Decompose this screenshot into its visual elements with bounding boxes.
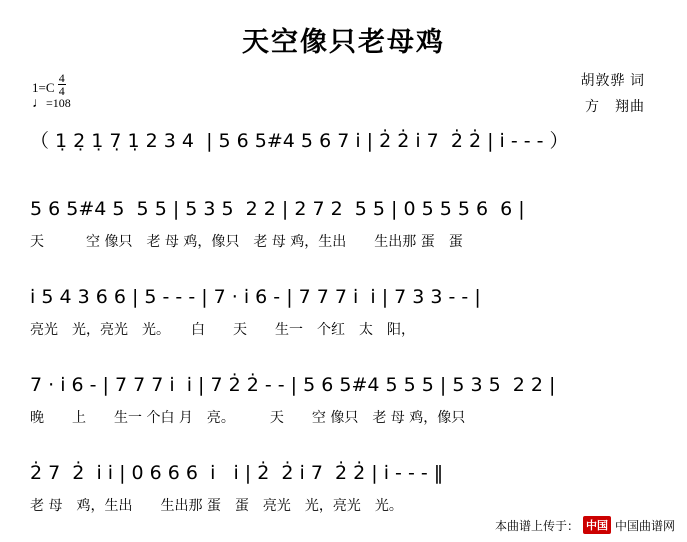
lyrics-row: 晚 上 生一 个白 月 亮。 天 空 像只 老 母 鸡，像只 (30, 410, 466, 426)
page-title: 天空像只老母鸡 (242, 27, 445, 58)
music-line-2 (30, 196, 660, 252)
quarter-note-icon: ♩ (32, 96, 46, 111)
notation-row: i̇ 5 4 3 6 6 | 5 - - - | 7 · i̇ 6 - | 7 7 7 i̇ i̇ | 7 3 3 - - | (30, 286, 481, 308)
music-line-1 (30, 128, 660, 164)
tempo-value: =108 (46, 96, 71, 110)
time-denominator: 4 (58, 84, 65, 98)
notation-row: 5 6 5#4 5 5 5 | 5 3 5 2 2 | 2 7 2 5 5 | 0 5 5 5 6 6 | (30, 198, 525, 220)
composer-credit: 方 翔曲 (585, 100, 645, 115)
lyricist-credit: 胡敦骅 词 (580, 74, 645, 89)
tempo-marking (32, 96, 71, 112)
time-signature (58, 72, 66, 97)
site-name[interactable]: 中国曲谱网 (614, 518, 675, 533)
music-line-4 (30, 372, 660, 428)
site-logo-icon: 中国 (583, 516, 611, 534)
music-line-3 (30, 284, 660, 340)
music-line-5 (30, 460, 660, 516)
time-numerator: 4 (58, 71, 65, 85)
lyrics-row: 老 母 鸡，生出 生出那 蛋 蛋 亮光 光，亮光 光。 (30, 498, 403, 514)
notation-row: （ 1̣ 2̣ 1̣ 7̣ 1̣ 2 3 4 | 5 6 5#4 5 6 7 i̇ | 2̇ 2̇ i̇ 7 2̇ 2̇ | i̇ - - - ） (30, 130, 569, 152)
notation-row: 7 · i̇ 6 - | 7 7 7 i̇ i̇ | 7 2̇ 2̇ - - | 5 6 5#4 5 5 5 | 5 3 5 2 2 | (30, 374, 556, 396)
key-label: 1=C (32, 80, 55, 95)
footer-text: 本曲谱上传于： (494, 518, 579, 533)
key-signature (32, 72, 66, 97)
lyrics-row: 亮光 光，亮光 光。 白 天 生一 个红 太 阳， (30, 322, 415, 338)
footer-watermark (495, 516, 675, 534)
lyrics-row: 天 空 像只 老 母 鸡，像只 老 母 鸡，生出 生出那 蛋 蛋 (30, 234, 463, 250)
notation-row: 2̇ 7 2̇ i̇ i̇ | 0 6 6 6 i̇ i̇ | 2̇ 2̇ i̇ 7 2̇ 2̇ | i̇ - - - ‖ (30, 462, 444, 484)
